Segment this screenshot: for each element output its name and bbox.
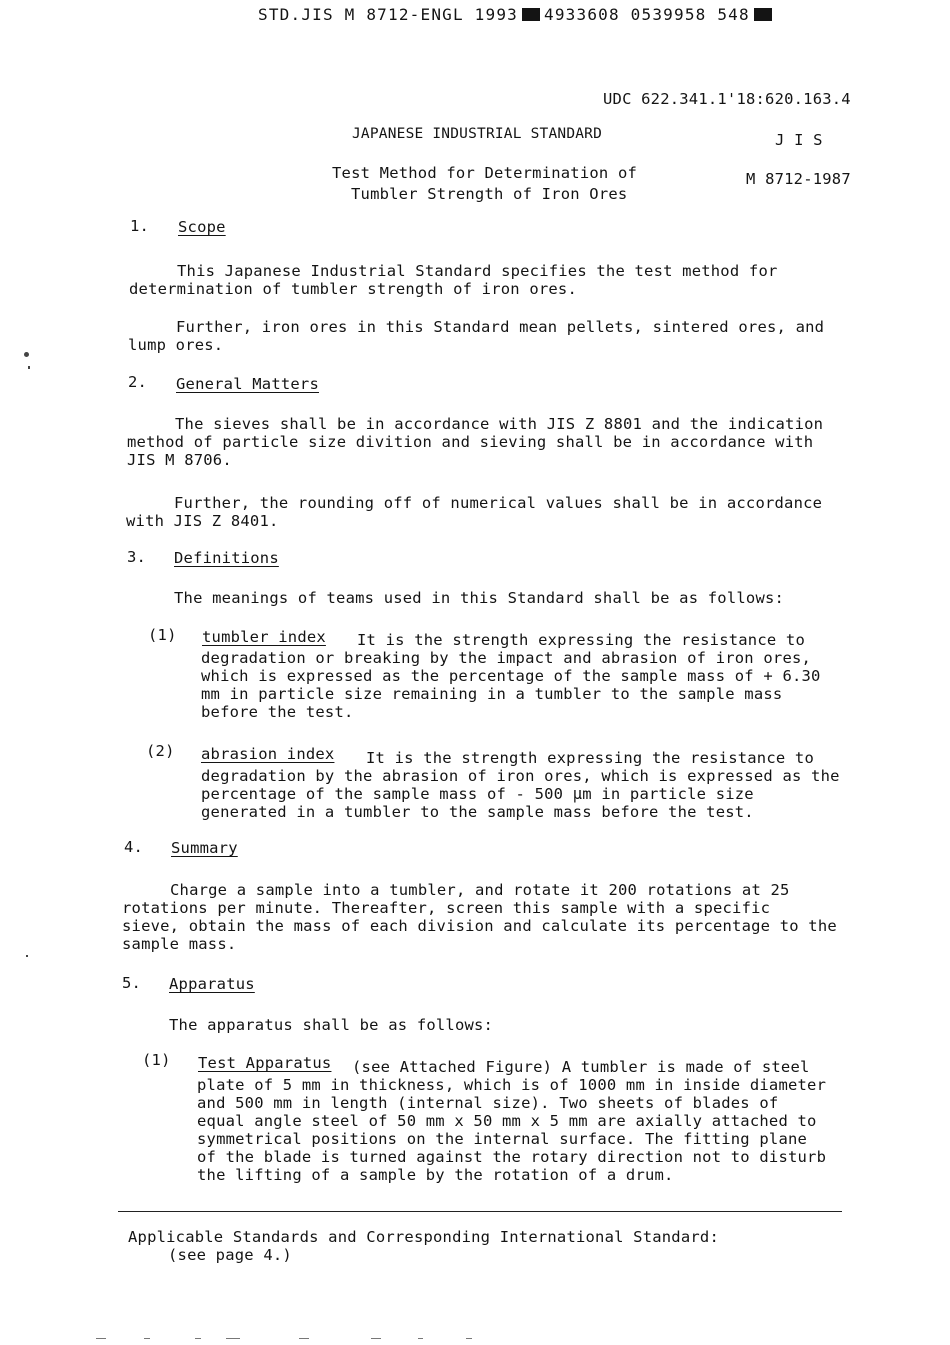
term-abrasion-index: abrasion index xyxy=(201,745,335,763)
paragraph: This Japanese Industrial Standard specifies the test method for determination of tumbler strength of iron ores. xyxy=(129,262,778,298)
header-stamp-right: 4933608 0539958 548 xyxy=(544,5,750,24)
scan-dash xyxy=(371,1338,381,1339)
scan-speck xyxy=(26,955,28,957)
section-heading-general-matters: General Matters xyxy=(176,375,319,393)
jis-mark: J I S xyxy=(775,131,823,149)
paragraph: Further, the rounding off of numerical values shall be in accordance with JIS Z 8401. xyxy=(126,494,823,530)
item-number: (1) xyxy=(142,1051,171,1069)
scan-dash xyxy=(299,1338,309,1339)
section-heading-scope: Scope xyxy=(178,218,226,236)
section-heading-definitions: Definitions xyxy=(174,549,279,567)
item-text: It is the strength expressing the resistance to degradation or breaking by the impact and abrasion of iron ores, which is expressed as the percentage of the sample mass of + 6.30 mm in particle size remaining in a tumbler to the sample mass before the test. xyxy=(201,631,821,721)
item-number: (2) xyxy=(146,742,175,760)
scan-dash xyxy=(466,1338,472,1339)
section-number: 5. xyxy=(122,974,142,992)
term-tumbler-index: tumbler index xyxy=(202,628,326,646)
standard-number: M 8712-1987 xyxy=(746,170,851,188)
scan-dash xyxy=(418,1338,423,1339)
black-bar-icon xyxy=(522,8,540,21)
section-number: 2. xyxy=(128,373,148,391)
paragraph: The sieves shall be in accordance with JIS Z 8801 and the indication method of particle size divition and sieving shall be in accordance with JIS M 8706. xyxy=(127,415,824,469)
section-heading-apparatus: Apparatus xyxy=(169,975,255,993)
scan-speck xyxy=(24,352,29,357)
item-text: (see Attached Figure) A tumbler is made of steel plate of 5 mm in thickness, which is of 1000 mm in inside diameter and 500 mm in length (internal size). Two sheets of blades of equal angle steel of 50 mm x 50 mm x 5 mm are axially attached to symmetrical positions on the internal surface. The fitting plane of the blade is turned against the rotary direction not to disturb the lifting of a sample by the rotation of a drum. xyxy=(197,1058,827,1184)
item-number: (1) xyxy=(148,626,177,644)
paragraph: The apparatus shall be as follows: xyxy=(169,1016,494,1034)
document-title-line2: Tumbler Strength of Iron Ores xyxy=(351,185,628,203)
scan-dash xyxy=(226,1338,240,1339)
scan-dash xyxy=(195,1338,201,1339)
scan-dash xyxy=(144,1338,150,1339)
section-heading-summary: Summary xyxy=(171,839,238,857)
paragraph: Further, iron ores in this Standard mean pellets, sintered ores, and lump ores. xyxy=(128,318,825,354)
black-bar-icon xyxy=(754,8,772,21)
footnote-divider xyxy=(118,1211,842,1212)
paragraph: The meanings of teams used in this Standard shall be as follows: xyxy=(174,589,785,607)
udc-code: UDC 622.341.1'18:620.163.4 xyxy=(603,90,851,108)
document-title-line1: Test Method for Determination of xyxy=(332,164,638,182)
section-number: 4. xyxy=(124,838,144,856)
section-number: 3. xyxy=(127,548,147,566)
scan-dash xyxy=(96,1338,106,1339)
item-text: It is the strength expressing the resistance to degradation by the abrasion of iron ores, which is expressed as the percentage of the sample mass of - 500 μm in particle size generated in a tumbler to the sample mass before the test. xyxy=(201,749,840,821)
paragraph: Charge a sample into a tumbler, and rotate it 200 rotations at 25 rotations per minute. Thereafter, screen this sample with a specific sieve, obtain the mass of each division and calculate its percentage to the sample mass. xyxy=(122,881,837,953)
footnote-line1: Applicable Standards and Corresponding International Standard: xyxy=(128,1228,719,1246)
scan-speck xyxy=(28,366,30,369)
header-stamp xyxy=(258,5,776,24)
term-test-apparatus: Test Apparatus xyxy=(198,1054,332,1072)
section-number: 1. xyxy=(130,217,150,235)
standard-body: JAPANESE INDUSTRIAL STANDARD xyxy=(352,126,603,142)
header-stamp-left: STD.JIS M 8712-ENGL 1993 xyxy=(258,5,518,24)
footnote-line2: (see page 4.) xyxy=(168,1246,292,1264)
